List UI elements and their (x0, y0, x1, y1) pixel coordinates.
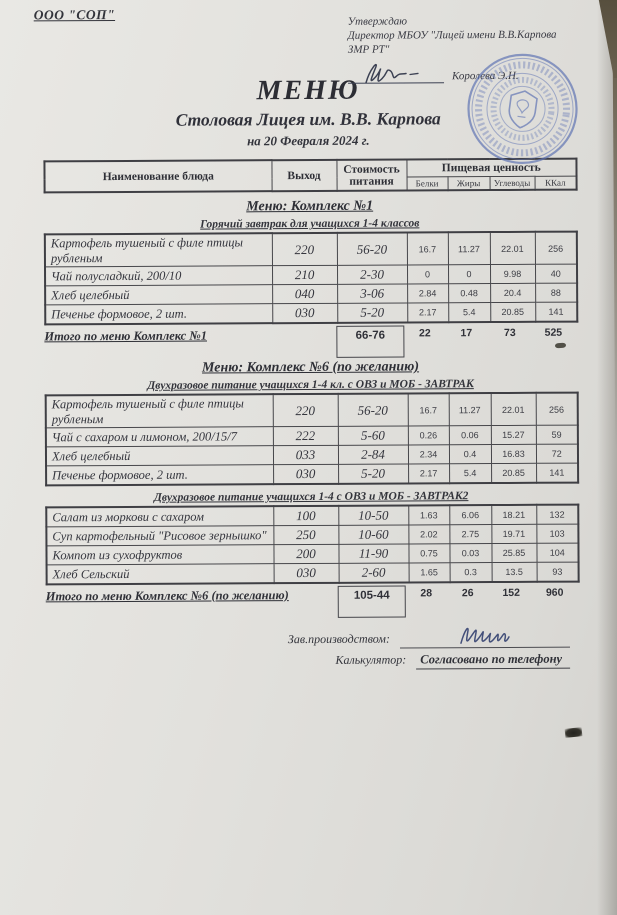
ink-smudge (565, 727, 583, 738)
cell-carbs: 20.85 (490, 302, 535, 322)
menu6-total-fat: 26 (461, 587, 474, 600)
col-protein-header: Белки (407, 177, 448, 191)
menu1-total-kcal: 525 (544, 326, 563, 339)
cell-output: 220 (272, 233, 337, 266)
cell-protein: 2.17 (408, 464, 449, 484)
menu1-total-protein: 22 (418, 327, 431, 340)
cell-protein: 0.75 (408, 544, 449, 563)
cell-carbs: 18.21 (491, 505, 536, 525)
cell-protein: 16.7 (407, 233, 448, 265)
cell-protein: 16.7 (408, 393, 449, 425)
table-row (47, 562, 579, 584)
cell-kcal: 132 (536, 504, 578, 524)
calculator-label: Калькулятор: (335, 652, 407, 667)
cell-carbs: 16.83 (491, 444, 536, 463)
menu1-subheading: Горячий завтрак для учащихся 1-4 классов (200, 217, 420, 231)
cell-fat: 0 (448, 265, 490, 284)
cell-output: 030 (272, 303, 337, 323)
cell-cost: 2-60 (339, 563, 409, 583)
cell-protein: 2.84 (407, 284, 448, 303)
cell-kcal: 256 (536, 393, 578, 425)
col-carbs-header: Углеводы (490, 177, 535, 191)
cell-carbs: 15.27 (491, 425, 536, 444)
signer-name: Королева Э.Н. (451, 69, 519, 82)
cell-dish: Компот из сухофруктов (46, 545, 273, 565)
table-row (46, 463, 578, 485)
men6-total-carbs: 152 (502, 586, 521, 599)
cell-dish: Суп картофельный "Рисовое зернышко" (46, 526, 273, 546)
menu-title: МЕНЮ (256, 74, 360, 107)
menu6-total-kcal: 960 (545, 586, 564, 599)
table-row (45, 302, 577, 324)
cell-output: 100 (273, 506, 338, 526)
menu1-total-carbs: 73 (503, 327, 516, 340)
footer-signatures (1, 620, 617, 671)
cell-dish: Чай с сахаром и лимоном, 200/15/7 (46, 427, 273, 447)
cell-kcal: 88 (535, 283, 577, 302)
cell-protein: 2.02 (408, 525, 449, 544)
cell-cost: 5-20 (337, 303, 407, 323)
cell-kcal: 103 (536, 524, 578, 543)
menu1-total-fat: 17 (460, 327, 473, 340)
cell-cost: 11-90 (338, 544, 408, 563)
manager-signature-row (1, 620, 617, 650)
menu-date: на 20 Февраля 2024 г. (247, 133, 370, 149)
cell-output: 222 (273, 426, 338, 445)
cell-protein: 2.34 (408, 445, 449, 464)
cell-cost: 56-20 (337, 233, 407, 266)
menu6-breakfast2-table-wrap (45, 503, 577, 585)
cell-protein: 2.17 (407, 303, 448, 323)
cell-fat: 11.27 (448, 232, 490, 264)
menu1-total-label: Итого по меню Комплекс №1 (44, 328, 208, 344)
cell-fat: 5.4 (449, 463, 491, 483)
cell-fat: 0.3 (450, 562, 492, 582)
menu6-total-row (46, 584, 578, 609)
table-row (46, 393, 578, 428)
cell-fat: 0.03 (449, 543, 491, 562)
cell-carbs: 9.98 (490, 264, 535, 283)
cell-output: 210 (272, 265, 337, 284)
col-cost-header: Стоимость питания (336, 160, 406, 191)
cell-output: 040 (272, 284, 337, 303)
cell-fat: 0.06 (449, 425, 491, 444)
menu6-total-protein: 28 (420, 587, 433, 600)
menu1-total-row (44, 325, 576, 350)
cell-dish: Салат из моркови с сахаром (46, 506, 273, 527)
canteen-subtitle: Столовая Лицея им. В.В. Карпова (175, 108, 441, 131)
cell-carbs: 22.01 (491, 393, 536, 425)
cell-dish: Чай полусладкий, 200/10 (45, 266, 272, 286)
cell-protein: 1.65 (409, 563, 450, 583)
cell-output: 033 (273, 445, 338, 464)
menu6-breakfast2-table (45, 503, 579, 585)
cell-kcal: 93 (537, 562, 579, 582)
menu6-breakfast1-subheading: Двухразовое питание учащихся 1-4 кл. с ОВЗ и МОБ - ЗАВТРАК (147, 378, 474, 392)
cell-protein: 1.63 (408, 505, 449, 525)
cell-cost: 56-20 (338, 394, 408, 427)
cell-output: 030 (274, 563, 339, 583)
cell-kcal: 72 (536, 444, 578, 463)
col-nutrition-header: Пищевая ценность (406, 159, 576, 177)
menu6-breakfast2-subheading: Двухразовое питание учащихся 1-4 с ОВЗ и МОБ - ЗАВТРАК2 (153, 490, 469, 504)
cell-cost: 5-20 (338, 464, 408, 484)
cell-dish: Картофель тушеный с филе птицы рубленым (46, 394, 273, 427)
menu1-total-cost: 66-76 (336, 326, 404, 358)
cell-dish: Печенье формовое, 2 шт. (46, 465, 273, 486)
cell-fat: 6.06 (449, 505, 491, 525)
cell-fat: 0.48 (448, 284, 490, 303)
director-signature-icon (352, 59, 440, 89)
menu1-table (44, 231, 578, 326)
cell-kcal: 141 (536, 463, 578, 483)
cell-carbs: 20.4 (490, 283, 535, 302)
cell-cost: 10-50 (338, 505, 408, 525)
manager-signature-icon (455, 621, 535, 651)
cell-cost: 5-60 (338, 426, 408, 445)
col-kcal-header: ККал (535, 176, 577, 190)
cell-output: 220 (273, 394, 338, 427)
manager-label: Зав.производством: (287, 631, 390, 647)
cell-kcal: 104 (536, 543, 578, 562)
menu6-total-label: Итого по меню Комплекс №6 (по желанию) (45, 587, 289, 604)
cell-output: 250 (273, 525, 338, 544)
cell-cost: 2-30 (337, 265, 407, 284)
cell-carbs: 25.85 (491, 543, 536, 562)
menu6-breakfast1-table-wrap (45, 392, 577, 487)
menu6-breakfast1-table (45, 392, 579, 487)
cell-protein: 0.26 (408, 426, 449, 445)
cell-fat: 5.4 (448, 303, 490, 323)
cell-carbs: 22.01 (490, 232, 535, 264)
menu6-total-cost: 105-44 (338, 585, 406, 617)
col-dish-header: Наименование блюда (44, 161, 271, 193)
col-fat-header: Жиры (448, 177, 490, 191)
calculator-row (1, 651, 617, 671)
cell-cost: 3-06 (337, 284, 407, 303)
table-row (45, 232, 577, 267)
menu1-table-wrap (44, 231, 576, 326)
cell-kcal: 141 (535, 302, 577, 322)
cell-fat: 11.27 (449, 393, 491, 425)
cell-fat: 2.75 (449, 524, 491, 543)
cell-dish: Хлеб целебный (45, 285, 272, 305)
approve-label: Утверждаю (347, 15, 408, 28)
cell-dish: Хлеб целебный (46, 446, 273, 466)
menu6-heading: Меню: Комплекс №6 (по желанию) (201, 359, 420, 376)
cell-carbs: 20.85 (491, 463, 536, 483)
director-line: Директор МБОУ "Лицей имени В.В.Карпова ЗМР РТ" (347, 28, 557, 56)
organization-name: ООО "СОП" (33, 7, 116, 23)
official-stamp-icon (457, 44, 588, 179)
col-output-header: Выход (271, 160, 336, 191)
cell-kcal: 256 (535, 232, 577, 264)
cell-output: 200 (273, 544, 338, 563)
cell-output: 030 (273, 464, 338, 484)
cell-carbs: 19.71 (491, 524, 536, 543)
manager-signature (400, 621, 570, 649)
cell-dish: Картофель тушеный с филе птицы рубленым (45, 234, 272, 267)
cell-cost: 10-60 (338, 525, 408, 544)
calculator-value: Согласовано по телефону (416, 652, 570, 670)
cell-carbs: 13.5 (492, 562, 537, 582)
cell-cost: 2-84 (338, 445, 408, 464)
cell-dish: Хлеб Сельский (47, 564, 274, 585)
cell-kcal: 40 (535, 264, 577, 283)
cell-fat: 0.4 (449, 444, 491, 463)
cell-dish: Печенье формовое, 2 шт. (45, 304, 272, 325)
director-signature (348, 59, 444, 85)
cell-kcal: 59 (536, 425, 578, 444)
cell-protein: 0 (407, 265, 448, 284)
menu1-heading: Меню: Комплекс №1 (246, 199, 374, 215)
